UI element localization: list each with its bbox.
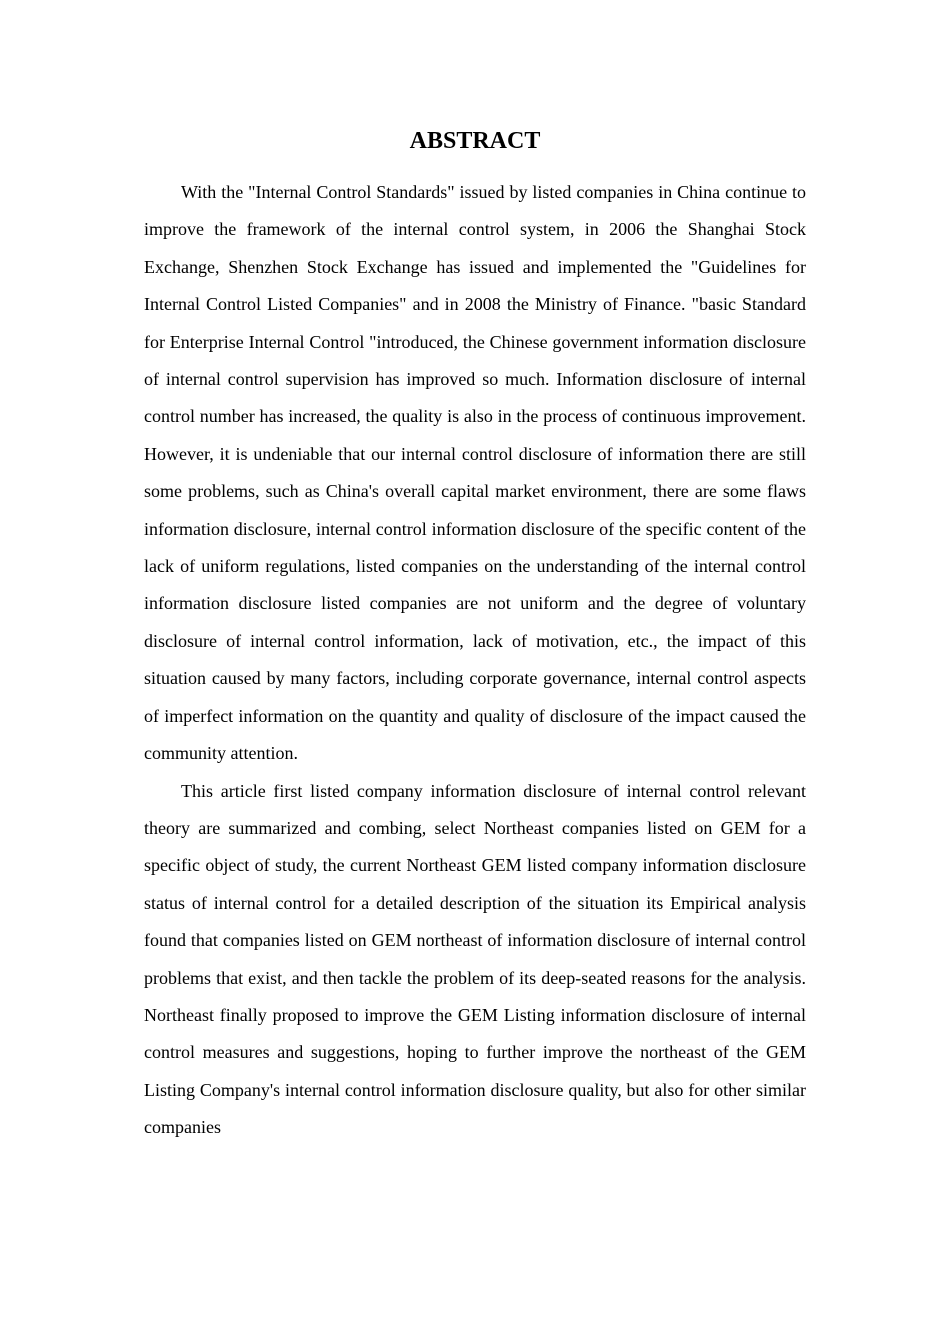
abstract-heading: ABSTRACT	[409, 128, 541, 154]
abstract-paragraph: This article first listed company information disclosure of internal control relevant theory are summarized and combing, select Northeast companies listed on GEM for a specific object of study, the current Northeast GEM listed company information disclosure status of internal control for a detailed description of the situation its Empirical analysis found that companies listed on GEM northeast of information disclosure of internal control problems that exist, and then tackle the problem of its deep-seated reasons for the analysis. Northeast finally proposed to improve the GEM Listing information disclosure of internal control measures and suggestions, hoping to further improve the northeast of the GEM Listing Company's internal control information disclosure quality, but also for other similar companies	[144, 780, 806, 1138]
abstract-paragraph: With the "Internal Control Standards" issued by listed companies in China continue to improve the framework of the internal control system, in 2006 the Shanghai Stock Exchange, Shenzhen Stock Exchange has issued and implemented the "Guidelines for Internal Control Listed Companies" and in 2008 the Ministry of Finance. "basic Standard for Enterprise Internal Control "introduced, the Chinese government information disclosure of internal control supervision has improved so much. Information disclosure of internal control number has increased, the quality is also in the process of continuous improvement. However, it is undeniable that our internal control disclosure of information there are still some problems, such as China's overall capital market environment, there are some flaws information disclosure, internal control information disclosure of the specific content of the lack of uniform regulations, listed companies on the understanding of the internal control information disclosure listed companies are not uniform and the degree of voluntary disclosure of internal control information, lack of motivation, etc., the impact of this situation caused by many factors, including corporate governance, internal control aspects of imperfect information on the quantity and quality of disclosure of the impact caused the community attention.	[144, 182, 806, 764]
abstract-body	[144, 174, 806, 1147]
